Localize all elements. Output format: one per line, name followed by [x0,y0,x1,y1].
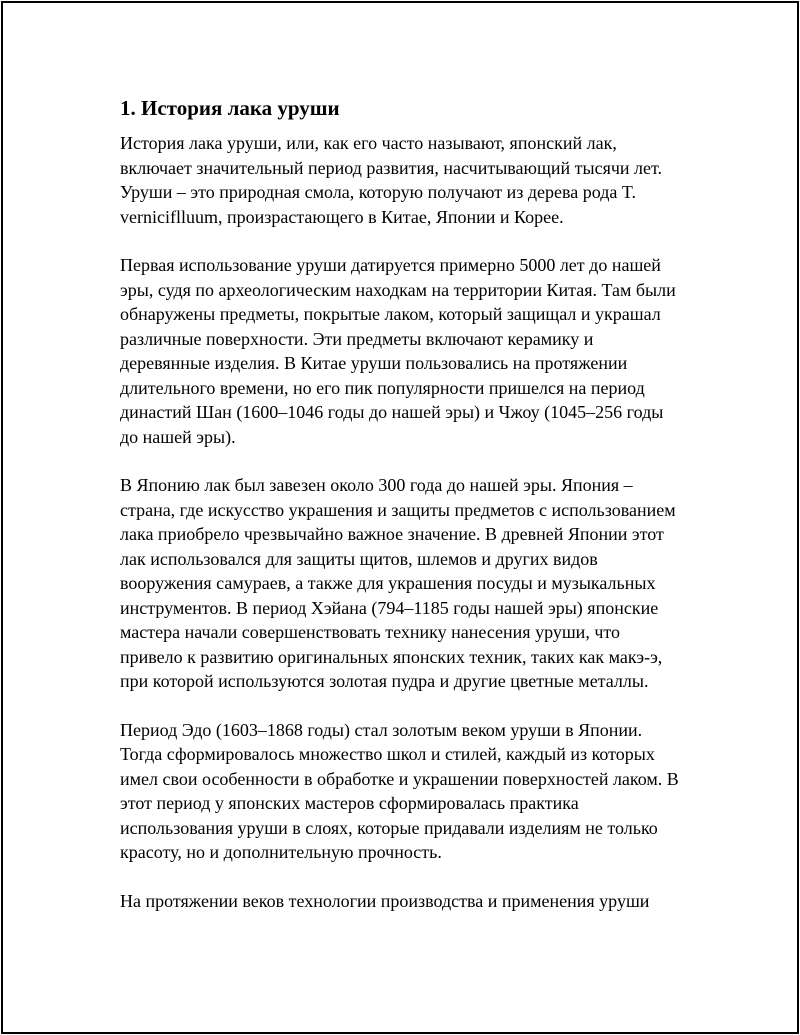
paragraph: На протяжении веков технологии производства и применения уруши [120,890,650,911]
section-heading: 1. История лака уруши [120,96,340,120]
document-page [1,1,799,1034]
paragraph: В Японию лак был завезен около 300 года до нашей эры. Япония – страна, где искусство украшения и защиты предметов с использованием лака приобрело чрезвычайно важное значение. В древней Японии этот лак использовался для защиты щитов, шлемов и других видов вооружения самураев, а также для украшения посуды и музыкальных инструментов. В период Хэйана (794–1185 годы нашей эры) японские мастера начали совершенствовать технику нанесения уруши, что привело к развитию оригинальных японских техник, таких как макэ-э, при которой используются золотая пудра и другие цветные металлы. [120,475,676,691]
paragraph: Первая использование уруши датируется примерно 5000 лет до нашей эры, судя по археологическим находкам на территории Китая. Там были обнаружены предметы, покрытые лаком, который защищал и украшал различные поверхности. Эти предметы включают керамику и деревянные изделия. В Китае уруши пользовались на протяжении длительного времени, но его пик популярности пришелся на период династий Шан (1600–1046 годы до нашей эры) и Чжоу (1045–256 годы до нашей эры). [120,255,676,447]
document-body [120,95,680,937]
paragraph: История лака уруши, или, как его часто называют, японский лак, включает значительный период развития, насчитывающий тысячи лет. Уруши – это природная смола, которую получают из дерева рода T. verniciflluum, произрастающего в Китае, Японии и Корее. [120,133,663,227]
paragraph: Период Эдо (1603–1868 годы) стал золотым веком уруши в Японии. Тогда сформировалось множество школ и стилей, каждый из которых имел свои особенности в обработке и украшении поверхностей лаком. В этот период у японских мастеров сформировалась практика использования уруши в слоях, которые придавали изделиям не только красоту, но и дополнительную прочность. [120,719,679,862]
